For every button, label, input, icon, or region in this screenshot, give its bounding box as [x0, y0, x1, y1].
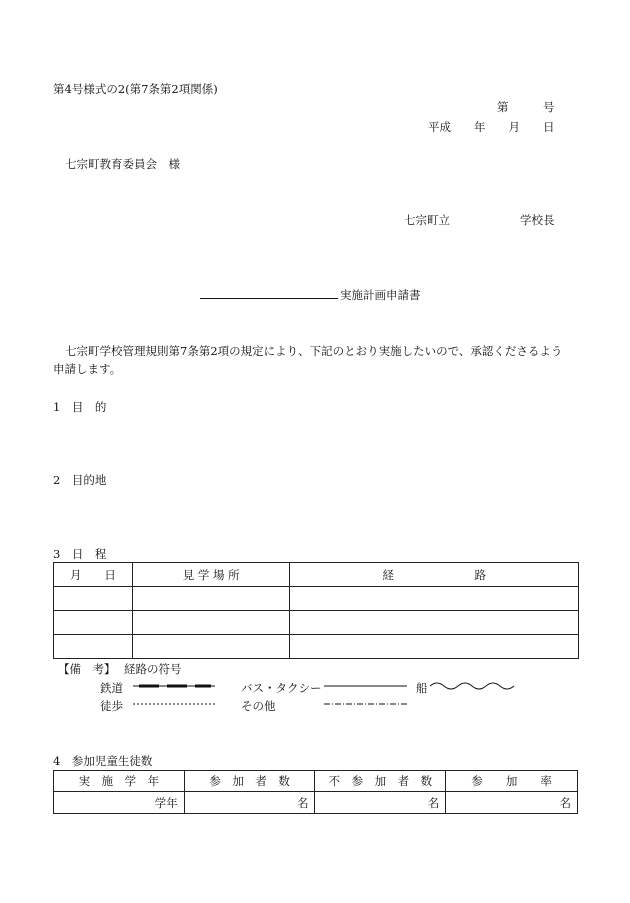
participants-header-row [54, 771, 578, 792]
table-row [54, 635, 579, 659]
walk-line-symbol [133, 699, 215, 709]
date-cell[interactable] [54, 611, 133, 635]
bus-line-symbol [324, 681, 407, 691]
document-number: 第 号 [497, 100, 555, 114]
table-row [54, 611, 579, 635]
document-date: 平成 年 月 日 [428, 120, 555, 134]
rate-cell[interactable]: 名 [446, 792, 578, 814]
remarks-title: 経路の符号 [124, 662, 182, 676]
schedule-header-row [54, 563, 579, 587]
legend-other-label: その他 [241, 699, 276, 713]
section-participants: 4 参加児童生徒数 [53, 754, 153, 768]
place-cell[interactable] [132, 587, 290, 611]
form-reference: 第4号様式の2(第7条第2項関係) [53, 82, 218, 96]
participants-cell[interactable]: 名 [184, 792, 315, 814]
sender-suffix: 学校長 [520, 213, 555, 227]
place-cell[interactable] [132, 635, 290, 659]
section-schedule: 3 日 程 [53, 547, 107, 561]
body-text-line1: 七宗町学校管理規則第7条第2項の規定により、下記のとおり実施したいので、承認くださるよう [65, 344, 563, 358]
section-purpose: 1 目 的 [53, 400, 107, 414]
header-non-participants: 不 参 加 者 数 [315, 771, 446, 792]
table-row [54, 792, 578, 814]
other-line-symbol [324, 699, 407, 709]
route-cell[interactable] [290, 635, 579, 659]
place-cell[interactable] [132, 611, 290, 635]
title-blank-line [200, 298, 338, 299]
remarks-label: 【備 考】 [58, 662, 116, 676]
participants-table [53, 770, 578, 814]
header-participants: 参 加 者 数 [184, 771, 315, 792]
legend-walk-label: 徒歩 [100, 699, 123, 713]
date-cell[interactable] [54, 587, 133, 611]
date-cell[interactable] [54, 635, 133, 659]
rail-line-symbol [133, 681, 215, 691]
schedule-table [53, 562, 579, 659]
header-route: 経 路 [290, 563, 579, 587]
header-place: 見 学 場 所 [132, 563, 290, 587]
header-rate: 参 加 率 [446, 771, 578, 792]
addressee: 七宗町教育委員会 様 [65, 157, 180, 171]
ship-line-symbol [430, 679, 518, 693]
legend-ship-label: 船 [416, 681, 428, 695]
header-grade: 実 施 学 年 [54, 771, 185, 792]
non-participants-cell[interactable]: 名 [315, 792, 446, 814]
section-destination: 2 目的地 [53, 473, 107, 487]
grade-cell[interactable]: 学年 [54, 792, 185, 814]
legend-bus-label: バス・タクシー [241, 681, 322, 695]
table-row [54, 587, 579, 611]
sender-prefix: 七宗町立 [404, 213, 450, 227]
document-title: 実施計画申請書 [340, 288, 421, 302]
header-date: 月 日 [54, 563, 133, 587]
route-cell[interactable] [290, 611, 579, 635]
route-cell[interactable] [290, 587, 579, 611]
legend-rail-label: 鉄道 [100, 681, 123, 695]
body-text-line2: 申請します。 [53, 362, 122, 376]
